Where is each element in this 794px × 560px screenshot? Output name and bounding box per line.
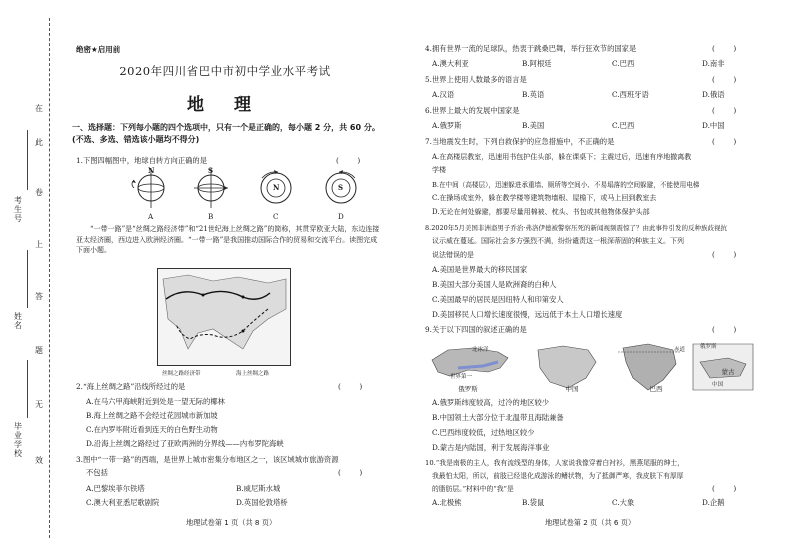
q8-option-c: C.美国最早的居民是因纽特人和印第安人 [432,295,564,304]
q3-option-c: C.澳大利亚悉尼歌剧院 [86,498,160,507]
answer-paren: ( ) [336,156,361,165]
label-mongolia-north: 俄罗斯 [700,344,717,350]
subject-title: 地 理 [187,95,263,115]
answer-paren: ( ) [712,325,737,334]
q5-option-d: D.俄语 [702,90,725,99]
exam-title: 2020年四川省巴中市初中学业水平考试 [119,64,331,78]
question-2: 2.“海上丝绸之路”沿线所经过的是 [76,382,186,391]
q7-option-c: C.在操场或室外，躲在教学楼等建筑物墙根、屋檐下，或马上回到教室去 [432,194,657,202]
question-8-line-2: 议示威在蔓延。国际社会多方强烈不满，纷纷谴责这一根深蒂固的种族主义。下列 [432,237,684,245]
binding-char: 在 [35,104,43,113]
map-drawing [158,269,290,365]
globe-c-letter: N [273,183,280,192]
school-field[interactable] [27,360,28,418]
q6-option-c: C.巴西 [612,121,635,130]
q10-option-c: C.大象 [612,498,635,507]
answer-paren: ( ) [712,137,737,146]
question-8-line-3: 说法错误的是 [432,251,474,259]
q2-option-a: A.在马六甲海峡附近到处是一望无际的椰林 [86,397,225,406]
q2-option-d: D.沿海上丝绸之路经过了亚欧两洲的分界线——内布罗陀海峡 [86,439,284,448]
answer-paren: ( ) [338,382,363,391]
binding-char: 答 [35,292,43,301]
binding-char: 题 [35,346,43,355]
q5-option-a: A.汉语 [432,90,455,99]
q8-option-d: D.美国移民人口增长速度很慢，远远低于本土人口增长速度 [432,310,623,319]
q6-option-d: D.中国 [702,121,725,130]
map-legend-land: 丝绸之路经济带 [162,371,201,377]
exam-number-label: 考生号 [14,196,22,223]
binding-margin [0,0,66,560]
answer-paren: ( ) [338,468,363,477]
q4-option-c: C.巴西 [612,59,635,68]
page-footer-left: 地理试卷第 1 页（共 8 页） [186,518,277,527]
q6-option-b: B.美国 [522,121,545,130]
page-footer-right: 地理试卷第 2 页（共 6 页） [545,518,636,527]
q3-option-d: D.英国伦敦塔桥 [236,498,288,507]
globe-diagrams [126,164,386,214]
q7-option-b: B.在中间（高楼层），迅速躲进承重墙、厕所等空间小、不易塌落的空间躲避，不能使用电梯 [432,181,700,189]
answer-paren: ( ) [712,250,737,259]
q2-option-b: B.海上丝绸之路不会经过花园城市新加坡 [86,411,218,420]
question-5: 5.世界上使用人数最多的语言是 [425,75,527,84]
question-3-cont: 不包括 [86,468,108,477]
answer-paren: ( ) [712,106,737,115]
answer-paren: ( ) [712,484,737,493]
label-arctic-ocean: 北冰洋 [472,347,489,353]
name-label: 姓名 [14,312,22,330]
label-world-first: 世界第一 [450,374,473,380]
q9-option-b: B.中国领土大部分位于北温带且海陆兼备 [432,413,564,422]
globe-a-letter: N [148,166,155,175]
q6-option-a: A.俄罗斯 [432,121,462,130]
name-field[interactable] [27,250,28,308]
binding-char: 上 [35,240,43,249]
question-10-line-1: 10.“我是南极的主人，我有流线型的身体，人家说我像穿着白衬衫，黑燕尾服的绅士， [425,459,684,467]
section-heading: 一、选择题：下列每小题的四个选项中，只有一个是正确的，每小题 2 分，共 60 分。(不选、多选、错选该小题均不得分) [72,123,380,144]
q9-option-d: D.蒙古是内陆国，利于发展海洋事业 [432,443,550,452]
q4-option-d: D.南非 [702,59,725,68]
label-brazil: 巴西 [649,385,663,393]
q7-option-a: A.在高楼层教室，迅速用书包护住头部，躲在课桌下；主震过后，迅速有序地撤离教 [432,153,692,161]
q8-option-a: A.美国是世界最大的移民国家 [432,265,528,274]
question-6: 6.世界上最大的发展中国家是 [425,106,520,115]
map-legend-sea: 海上丝绸之路 [236,371,270,377]
question-10-line-2: 我最怕太阳，所以，前肢已经退化成游泳的鳍状物，为了抵御严寒，我皮肤下有厚厚 [432,472,684,480]
q9-option-a: A.俄罗斯纬度较高，过冷的地区较少 [432,398,550,407]
exam-number-field[interactable] [27,130,28,190]
confidential-mark: 绝密★启用前 [76,45,121,54]
q3-option-b: B.威尼斯水城 [236,484,281,493]
label-equator: 赤道 [674,347,686,353]
map-china [538,346,596,388]
question-4: 4.拥有世界一流的足球队，热衷于跳桑巴舞，举行狂欢节的国家是 [425,44,637,53]
binding-char: 效 [35,456,43,465]
globe-d-letter: S [338,183,344,192]
q4-option-a: A.澳大利亚 [432,59,469,68]
globe-b-letter: S [208,166,214,175]
question-7: 7.当地震发生时，下列自救保护的应急措施中，不正确的是 [425,137,615,146]
binding-char: 无 [35,400,43,409]
label-russia: 俄罗斯 [458,385,478,393]
binding-char: 此 [35,138,43,147]
q3-option-a: A.巴黎埃菲尔铁塔 [86,484,145,493]
answer-paren: ( ) [712,75,737,84]
q5-option-c: C.西班牙语 [612,90,649,99]
q7-option-a-cont: 学楼 [432,166,446,174]
q10-option-d: D.企鹅 [702,498,725,507]
binding-dashed-line [49,18,50,538]
q2-option-c: C.在内罗毕附近看到连天的白色野生动物 [86,425,218,434]
passage-belt-road: “一带一路”是“丝绸之路经济带”和“21世纪海上丝绸之路”的简称，其贯穿欧亚大陆，东边连接亚太经济圈，西边进入欧洲经济圈。“一带一路”是我国推动国际合作的贸易和交流平台。读图完成下面小题。 [76,225,380,255]
label-mongolia: 蒙古 [721,368,735,376]
q10-option-a: A.北极熊 [432,498,462,507]
question-8-line-1: 8.2020年5月美国非洲裔男子乔治·弗洛伊德被警察压死的新闻视频震惊了？由此事件引发的反种族歧视抗 [425,224,727,232]
label-mongolia-south: 中国 [712,382,724,388]
question-1: 1.下图四幅图中，地球自转方向正确的是 [76,156,208,165]
q7-option-d: D.无论在何处躲避，都要尽量用棉被、枕头、书包或其他物体保护头部 [432,208,650,216]
question-9: 9.关于以下四国的叙述正确的是 [425,325,527,334]
globe-label-c: C [273,212,279,221]
q5-option-b: B.英语 [522,90,545,99]
globe-label-a: A [148,212,154,221]
school-label: 毕业学校 [14,422,22,458]
question-3: 3.图中“一带一路”的西端，是世界上城市密集分布地区之一，该区域城市旅游资源 [76,455,339,464]
binding-char: 卷 [35,188,43,197]
q10-option-b: B.袋鼠 [522,498,545,507]
globe-label-d: D [338,212,344,221]
belt-road-map [157,268,291,366]
globe-label-b: B [208,212,214,221]
q4-option-b: B.阿根廷 [522,59,552,68]
q8-option-b: B.美国大部分美国人是欧洲裔的白种人 [432,280,557,289]
label-china: 中国 [565,385,579,393]
q9-option-c: C.巴西纬度较低，过热地区较少 [432,428,535,437]
question-10-line-3: 的脂肪层。”材料中的“我”是 [432,485,514,493]
answer-paren: ( ) [712,44,737,53]
